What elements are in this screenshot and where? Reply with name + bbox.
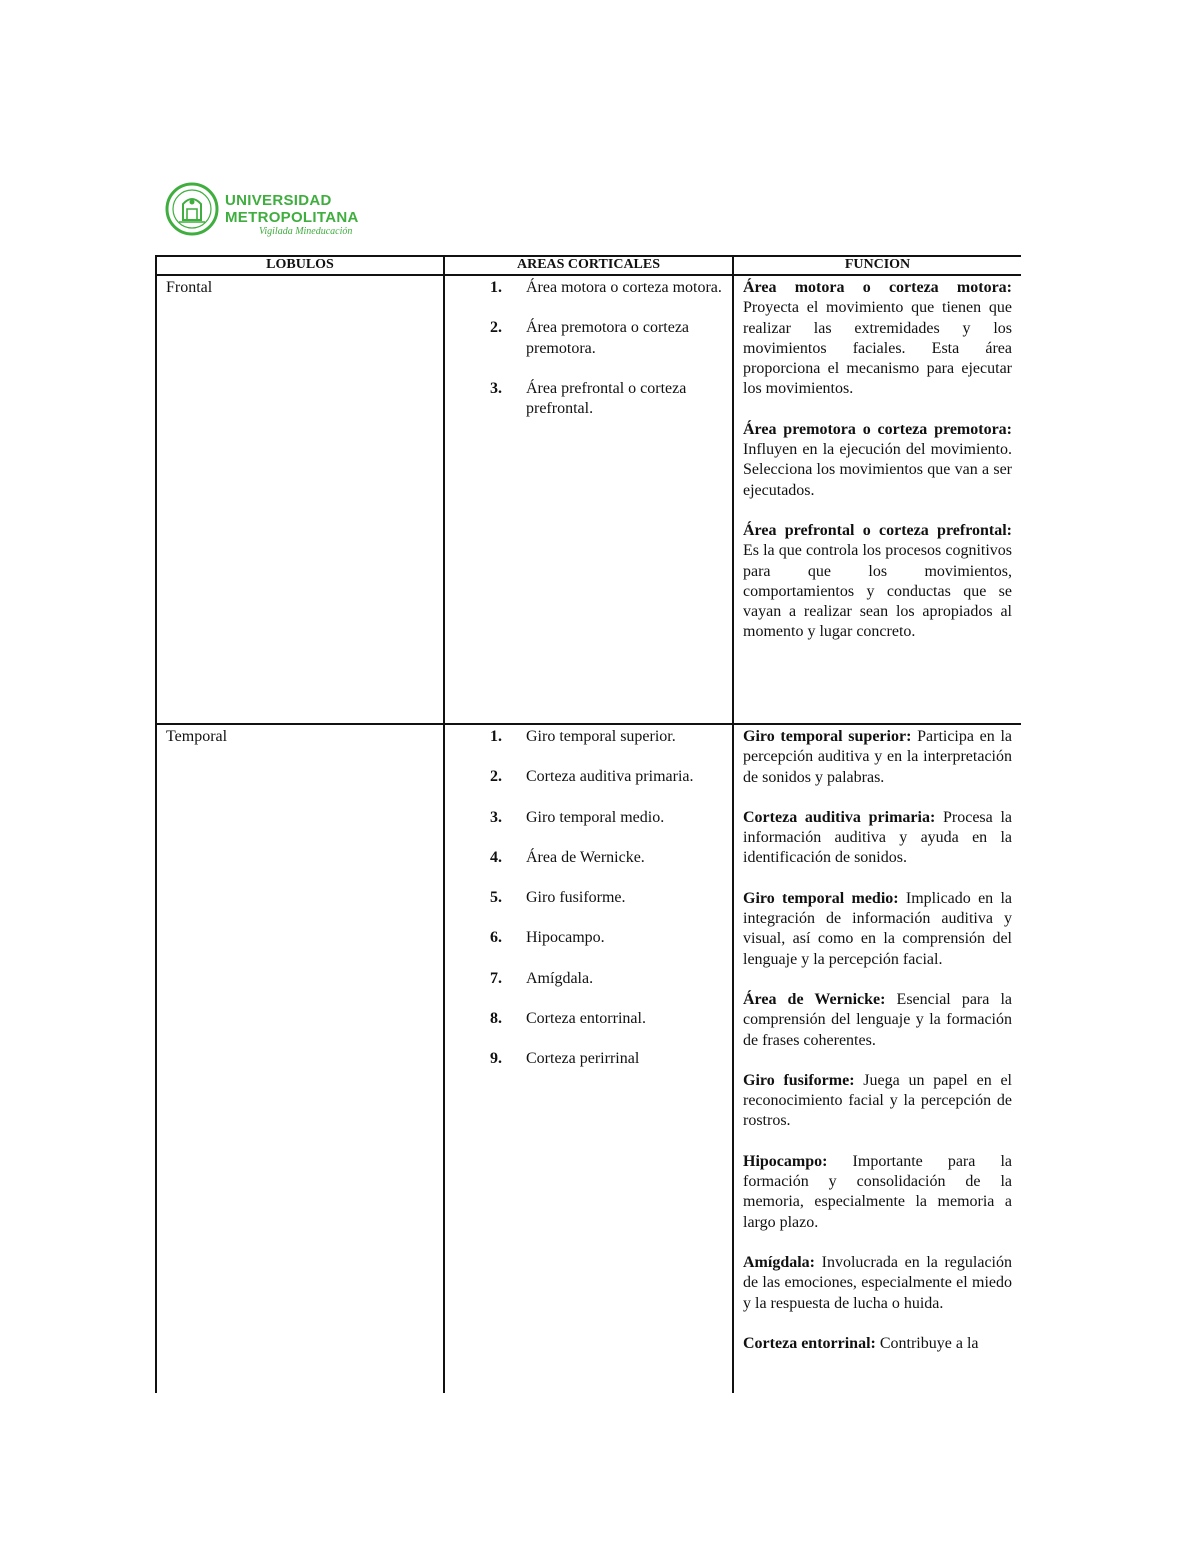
- list-item: [454, 848, 723, 868]
- university-seal-icon: [165, 182, 219, 236]
- function-paragraph: [743, 1071, 1012, 1132]
- function-text: Importante para la formación y consolidación de la memoria, especialmente la memoria a largo plazo.: [743, 1152, 1012, 1231]
- area-label: Área de Wernicke.: [526, 848, 645, 866]
- function-text: Influyen en la ejecución del movimiento. Selecciona los movimientos que van a ser ejecutados.: [743, 441, 1012, 499]
- areas-list: [454, 727, 723, 1070]
- cortical-areas-table: [155, 255, 1021, 1393]
- list-number: 4.: [490, 848, 502, 866]
- list-number: 7.: [490, 969, 502, 987]
- area-label: Hipocampo.: [526, 929, 605, 947]
- function-text: Juega un papel en el reconocimiento facial y la percepción de rostros.: [743, 1071, 1013, 1130]
- function-title: Corteza auditiva primaria:: [743, 808, 936, 826]
- function-title: Amígdala:: [743, 1253, 815, 1271]
- list-number: 8.: [490, 1010, 502, 1028]
- area-label: Área motora o corteza motora.: [526, 279, 722, 296]
- function-paragraph: [743, 420, 1012, 501]
- area-label: Área prefrontal o corteza prefrontal.: [526, 379, 687, 418]
- list-item: [454, 318, 723, 359]
- function-title: Hipocampo:: [743, 1152, 828, 1170]
- function-paragraph: [743, 278, 1012, 400]
- university-slogan: Vigilada Mineducación: [259, 226, 353, 237]
- function-text: Procesa la información auditiva y ayuda en la identificación de sonidos.: [743, 808, 1012, 867]
- list-number: 1.: [490, 279, 502, 296]
- university-name-line1: UNIVERSIDAD: [225, 192, 332, 209]
- table-row-temporal: [156, 724, 1021, 1393]
- function-paragraph: [743, 808, 1012, 869]
- table-header-row: [156, 256, 1021, 275]
- function-title: Giro fusiforme:: [743, 1071, 855, 1089]
- area-label: Giro temporal superior.: [526, 728, 676, 745]
- function-cell: [733, 275, 1021, 724]
- function-title: Área de Wernicke:: [743, 990, 886, 1008]
- header-funcion: FUNCION: [733, 256, 1021, 275]
- area-label: Corteza auditiva primaria.: [526, 768, 694, 786]
- function-title: Giro temporal medio:: [743, 889, 899, 907]
- function-text: Esencial para la comprensión del lenguaje y la formación de frases coherentes.: [743, 990, 1012, 1049]
- area-label: Área premotora o corteza premotora.: [526, 319, 690, 357]
- list-item: [454, 1049, 723, 1069]
- list-number: 3.: [490, 379, 502, 397]
- function-cell: [733, 724, 1021, 1393]
- list-number: 6.: [490, 929, 502, 947]
- list-number: 2.: [490, 768, 502, 786]
- function-text: Participa en la percepción auditiva y en la interpretación de sonidos y palabras.: [743, 728, 1013, 786]
- area-label: Giro fusiforme.: [526, 889, 626, 907]
- list-number: 9.: [490, 1050, 502, 1068]
- lobe-cell: Temporal: [156, 724, 444, 1393]
- list-item: [454, 969, 723, 989]
- university-name-line2: METROPOLITANA: [225, 209, 359, 226]
- function-text: Involucrada en la regulación de las emociones, especialmente el miedo y la respuesta de lucha o huida.: [743, 1253, 1013, 1312]
- cortical-areas-table-container: [155, 255, 1021, 1393]
- function-paragraph: [743, 1334, 1012, 1354]
- function-text: Implicado en la integración de información auditiva y visual, así como en la comprensión del lenguaje y la percepción facial.: [743, 889, 1013, 968]
- list-item: [454, 928, 723, 948]
- function-paragraph: [743, 1152, 1012, 1233]
- function-title: Giro temporal superior:: [743, 728, 912, 745]
- list-item: [454, 727, 723, 747]
- list-item: [454, 278, 723, 298]
- function-title: Corteza entorrinal:: [743, 1334, 876, 1352]
- area-label: Giro temporal medio.: [526, 808, 665, 826]
- lobe-cell: Frontal: [156, 275, 444, 724]
- list-item: [454, 767, 723, 787]
- list-item: [454, 1009, 723, 1029]
- function-paragraph: [743, 889, 1012, 970]
- area-label: Corteza entorrinal.: [526, 1010, 646, 1028]
- list-number: 5.: [490, 889, 502, 907]
- header-areas-corticales: AREAS CORTICALES: [444, 256, 733, 275]
- area-label: Corteza perirrinal: [526, 1050, 640, 1068]
- areas-list: [454, 278, 723, 419]
- function-paragraph: [743, 990, 1012, 1051]
- function-text: Contribuye a la: [879, 1334, 979, 1352]
- list-number: 3.: [490, 808, 502, 826]
- function-text: Proyecta el movimiento que tienen que realizar las extremidades y los movimientos faciales. Esta área proporciona el mecanismo para ejecutar los movimientos.: [743, 299, 1012, 398]
- areas-cell: [444, 724, 733, 1393]
- university-logo: [165, 180, 385, 240]
- function-text: Es la que controla los procesos cognitivos para que los movimientos, comportamientos y conductas que se vayan a realizar sean los apropiados al momento y lugar concreto.: [743, 542, 1012, 641]
- list-number: 1.: [490, 728, 502, 745]
- table-row-frontal: [156, 275, 1021, 724]
- function-paragraph: [743, 1253, 1012, 1314]
- function-title: Área prefrontal o corteza prefrontal:: [743, 521, 1012, 539]
- function-paragraph: [743, 521, 1012, 643]
- list-item: [454, 379, 723, 420]
- area-label: Amígdala.: [526, 969, 594, 987]
- areas-cell: [444, 275, 733, 724]
- function-title: Área premotora o corteza premotora:: [743, 420, 1012, 438]
- list-number: 2.: [490, 319, 502, 337]
- function-title: Área motora o corteza motora:: [743, 279, 1012, 296]
- list-item: [454, 808, 723, 828]
- header-lobulos: LOBULOS: [156, 256, 444, 275]
- list-item: [454, 888, 723, 908]
- function-paragraph: [743, 727, 1012, 788]
